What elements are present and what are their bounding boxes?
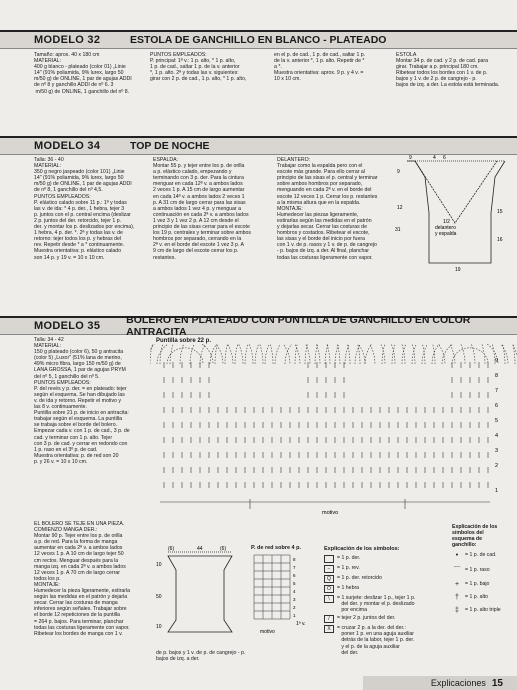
m32-instructions: ESTOLA Montar 34 p. de cad. y 2 p. de cad. para girar. Trabajar a p. principal 180 cm. Ribetear todos los bordes con 1 v. de p. bajos y 1 v. de 2 p. de cangrejo - p. bajos de izq. a der. La estola está terminada. [396, 52, 500, 89]
top-a: (6) [168, 546, 175, 552]
symbols-title: Explicación de los símbolos: [324, 546, 400, 552]
symbol-icon: \ [324, 595, 334, 603]
row-3: 3 [495, 448, 499, 454]
crochet-symbol-icon: + [454, 581, 460, 588]
dim-top-b: 4 [433, 155, 436, 161]
chart-row-number: 5 [293, 581, 296, 586]
edging-chart [150, 344, 517, 524]
symbol-item [324, 575, 446, 583]
top-b: 44 [197, 546, 203, 552]
row-6: 6 [495, 403, 499, 409]
chain-arc [210, 344, 290, 364]
left-b: 50 [156, 594, 162, 600]
symbol-icon: / [324, 615, 334, 623]
legend-text: = 1 p. de cad. [465, 552, 497, 559]
chain-arc [402, 344, 517, 364]
model-32-header [0, 30, 517, 49]
symbol-text: = 1 p. rev. [337, 565, 360, 571]
symbol-text: = cruzar 2 p. a la der. del der.: poner 1 p. en una aguja auxiliar detrás de la labor, tejer 1 p. der. y el p. de la aguja auxiliar del der. [337, 625, 415, 656]
symbol-icon [324, 555, 334, 563]
chart-row-number: 1 [293, 613, 296, 618]
crochet-symbol-icon: ‡ [455, 607, 459, 614]
knit-chart [250, 553, 320, 643]
legend-text: = 1 p. raso [465, 566, 490, 573]
crochet-symbol-icon: † [455, 594, 459, 601]
symbol-text: = 1 p. der. retorcido [337, 575, 382, 581]
legend-item [452, 594, 516, 601]
model-number: MODELO 34 [34, 140, 101, 152]
row-1: 1 [495, 488, 499, 494]
symbol-item [324, 595, 446, 613]
top-schematic [395, 153, 515, 273]
legend-title: Explicación de los símbolos del esquema de ganchillo: [452, 524, 498, 549]
symbol-item [324, 585, 446, 593]
m32-stitches: PUNTOS EMPLEADOS: P. principal: 1ª v.: 1 p. alto, * 1 p. alto, 1 p. de cad., saltar 1 p. de la v. anterior *, 1 p. alto. 2ª y todas las v. siguientes: girar con 2 p. de cad., 1 p. alto, * 1 p. alto, [150, 52, 247, 83]
symbol-text: = 1 surjete: deslizar 1 p., tejer 1 p. del der. y montar el p. deslizado por encima [337, 595, 416, 614]
row-8: 8 [495, 373, 499, 379]
chart-row-number: 6 [293, 573, 296, 578]
chart-row-number: 3 [293, 597, 296, 602]
row-9: 9 [495, 358, 499, 364]
symbol-item [324, 615, 446, 623]
legend-text: = 1 p. alto triple [465, 607, 501, 614]
dim-side: 31 [395, 227, 401, 233]
symbol-item [324, 625, 446, 655]
chain-arc [442, 344, 498, 364]
chart-v1: 1ª v. [296, 621, 306, 627]
model-35-header [0, 314, 517, 338]
m32-stitches-cont: en el p. de cad., 1 p. de cad., saltar 1 p. de la v. anterior *, 1 p. alto. Repetir de * a *. Muestra orientativa: aprox. 9 p. y 4 v. = 10 x 10 cm. [274, 52, 366, 83]
chain-arc [157, 344, 213, 364]
dim-right-a: 15 [497, 209, 503, 215]
row-4: 4 [495, 433, 499, 439]
chain-arc [452, 348, 488, 364]
chart-motivo: motivo [260, 629, 275, 635]
m35-instructions: EL BOLERO SE TEJE EN UNA PIEZA. COMIENZO MANGA DER.: Montar 90 p. Tejer entre los p. de orilla a p. de red. Para la forma de manga aumentar en cada 2ª v. a ambos lados 12 veces 1 p. A 10 cm de largo tejer 50 cm rectos. Menguar después para la manga izq. en cada 2ª v. a ambos lados 12 veces 1 p. A 70 cm de largo cerrar todos los p. MONTAJE: Humedecer la pieza ligeramente, estirarla según las medidas en el patrón y dejarla secar. Cerrar las costuras de manga inferiores según señales. Trabajar sobre el borde 12 repeticiones de la puntilla = 264 p. bajos. Para terminar, planchar todas las costuras ligeramente con vapor. Ribetear los bordes de manga con 1 v. [34, 521, 131, 637]
legend-item [452, 552, 516, 559]
legend-item [452, 565, 516, 575]
chain-arc [167, 348, 203, 364]
dim-inner: 1/2 delantero y espalda [435, 219, 457, 237]
knit-chart-title: P. de red sobre 4 p. [251, 545, 302, 551]
symbol-item [324, 565, 446, 573]
chain-arc [190, 344, 310, 364]
chain-arc [412, 344, 517, 364]
edging-chart-title: Puntilla sobre 22 p. [156, 338, 212, 344]
row-2: 2 [495, 463, 499, 469]
symbol-text: = 1 p. der. [337, 555, 361, 561]
chart-row-number: 7 [293, 565, 296, 570]
page-number: 15 [491, 677, 503, 689]
dim-left-a: 9 [397, 169, 400, 175]
legend-list [452, 552, 516, 620]
model-title: ESTOLA DE GANCHILLO EN BLANCO - PLATEADO [130, 34, 387, 46]
m34-front: DELANTERO: Trabajar como la espalda pero con el escote más grande. Para ello cerrar al principio de las sisas el p. central y terminar sobre ambos hombros por separado, menguando en cada 2ª v. en el borde del escote 12 veces 1 p. Cerrar los p. restantes a la misma altura que en la espalda. MONTAJE: Humedecer las piezas ligeramente, estirarlas según las medidas en el patrón y dejarlas secar. Cerrar las costuras de hombros y costados. Ribetear el escote, las sisas y el borde del inicio por fuera con 1 v. de p. rasos y 1 v. de p. de cangrejo - p. bajos de izq. a der. Al final, planchar todas las costuras ligeramente con vapor. [277, 157, 378, 261]
chart-row-number: 4 [293, 589, 296, 594]
m32-materials: Tamaño: aprox. 40 x 180 cm MATERIAL: 400 g blanco - plateado (color 01) „Linie 14" (91% poliamida, 9% lurex, largo 50 m/50 g) de ONLINE, 1 par de agujas ADDI de nº 8 y ganchillo ADDI de nº 6. 3 m/50 g) de ONLINE, 1 ganchillo del nº 8. [34, 52, 132, 95]
chain-arc [160, 344, 340, 364]
m34-back: ESPALDA: Montar 55 p. y tejer entre los p. de orilla a p. elástico calado, empezando y terminando con 3 p. der. Para la cintura menguar en cada 12ª v. a ambos lados 2 veces 1 p. A 15 cm de largo aumentar en cada 14ª v. a ambos lados 2 veces 1 p. A 31 cm de largo cerrar para las sisas a ambos lados 1 vez 4 p. y menguar a continuación en cada 2ª v. a ambos lados 1 vez 3 y 1 vez 2 p. A 12 cm desde el principio de las sisas cerrar para el escote los 19 p. centrales y terminar sobre ambos hombros por separado, cerrando en la 2ª v. en el borde del escote 1 vez 3 p. A 9 cm de largo del escote cerrar los p. restantes. [153, 157, 252, 261]
chain-arc [422, 344, 517, 364]
symbol-text: = tejer 2 p. juntos del der. [337, 615, 396, 622]
symbol-icon: X [324, 625, 334, 633]
footer-label: Explicaciones [430, 678, 486, 688]
dim-bottom: 19 [455, 267, 461, 273]
symbol-icon: O [324, 585, 334, 593]
dim-left-b: 12 [397, 205, 403, 211]
chain-arc [392, 344, 517, 364]
legend-text: = 1 p. alto [465, 594, 488, 601]
chart-row-number: 2 [293, 605, 296, 610]
legend-item [452, 607, 516, 614]
chart-row-number: 8 [293, 557, 296, 562]
row-5: 5 [495, 418, 499, 424]
chain-arc [150, 344, 233, 364]
crochet-symbol-icon: • [455, 552, 459, 559]
left-c: 10 [156, 624, 162, 630]
bolero-schematic [154, 546, 246, 636]
model-number: MODELO 35 [34, 320, 101, 332]
top-c: (6) [220, 546, 227, 552]
dim-top-a: 9 [409, 155, 412, 161]
model-title: TOP DE NOCHE [130, 140, 210, 152]
m35-materials: Talla: 34 - 42 MATERIAL: 150 g plateado (color 6), 50 g antracita (color 5) „Luxor" (51% lana de merino, 49% micro fibra, largo 150 m/50 g) de LANA GROSSA, 1 par de agujas PRYM del nº 5, 1 ganchillo del nº 5. PUNTOS EMPLEADOS: P. del revés y p. der. = en plateado: tejer según el esquema. Se han dibujado las v. de ida y retorno. Repetir el motivo y las 8 v. continuamente. Puntilla sobre 21 p. de inicio en antracita: trabajar según el esquema. La puntilla se trabaja sobre el borde del bolero. Empezar cada v. con 1 p. de cad., 3 p. de cad. y terminar con 1 p. alto. Tejer con 3 p. de cad. y cerrar en redondo con 1 p. raso en el 3º p. de cad. Muestra orientativa: p. de red son 20 p. y 26 v. = 10 x 10 cm. [34, 337, 130, 465]
left-a: 10 [156, 562, 162, 568]
dim-top-c: 6 [443, 155, 446, 161]
symbol-item [324, 555, 446, 563]
legend-item [452, 581, 516, 588]
symbol-text: = 1 hebra [337, 585, 360, 591]
chain-arc [170, 344, 330, 364]
row-7: 7 [495, 388, 499, 394]
crochet-symbol-icon: ⌒ [453, 567, 461, 574]
m34-materials: Talla: 36 - 40 MATERIAL: 350 g negro jaspeado (color 101) „Linie 14" (91% poliamida, 9% lurex, largo 50 m/50 g) de ONLINE, 1 par de agujas ADDI de nº 8, 1 ganchillo del nº 4,5. PUNTOS EMPLEADOS: P. elástico calado sobre 11 p.: 1ª y todas las v. de ida: * 4 p. der., 1 hebra, tejer 3 p. juntos con el p. central encima (deslizar 2 p. juntos del der. retorcido, tejer 1 p. der. y montar los p. deslizados por encima), 1 hebra, 4 p. der. *. 2ª y todas las v. de retorno: tejer todos los p. y hebras del rev. Repetir desde * a * continuamente. Muestra orientativa: p. elástico calado son 14 p. y 19 v. = 10 x 10 cm. [34, 157, 135, 261]
legend-text: = 1 p. bajo [465, 581, 490, 588]
symbol-icon: Q [324, 575, 334, 583]
symbol-icon: − [324, 565, 334, 573]
symbols-list [324, 555, 446, 658]
model-number: MODELO 32 [34, 34, 101, 46]
dim-right-b: 16 [497, 237, 503, 243]
motivo-label: motivo [322, 510, 339, 516]
bottom-note: de p. bajos y 1 v. de p. de cangrejo - p. bajos de izq. a der. [156, 650, 246, 663]
page-footer [363, 676, 517, 690]
model-title: BOLERO EN PLATEADO CON PUNTILLA DE GANCHILLO EN COLOR ANTRACITA [126, 314, 471, 338]
